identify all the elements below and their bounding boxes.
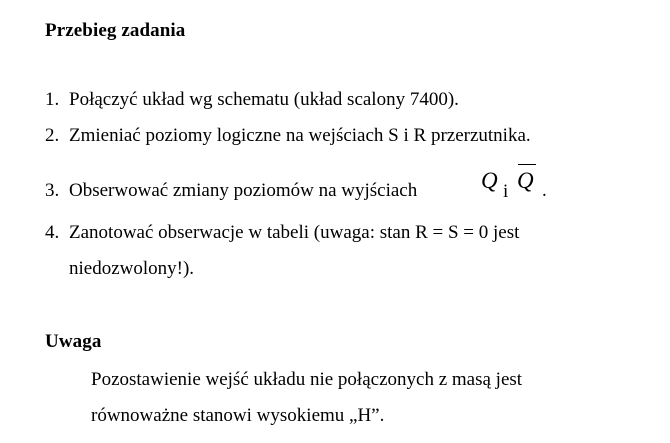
overline-mark [518,164,536,165]
step-4-number: 4. [45,222,60,243]
step-4-text-continued: niedozwolony!). [69,258,195,279]
symbol-q-bar: Q [517,168,534,193]
step-2-number: 2. [45,125,60,146]
section-title: Przebieg zadania [45,20,186,41]
step-3-end: . [542,180,547,201]
symbol-q: Q [481,168,498,193]
note-title: Uwaga [45,331,102,352]
step-2-text: Zmieniać poziomy logiczne na wejściach S i R przerzutnika. [69,125,531,146]
step-3-text: Obserwować zmiany poziomów na wyjściach [69,180,418,201]
step-4-text: Zanotować obserwacje w tabeli (uwaga: stan R = S = 0 jest [69,222,520,243]
step-3-number: 3. [45,180,60,201]
note-line-1: Pozostawienie wejść układu nie połączonych z masą jest [91,369,523,390]
step-3-conjunction: i [503,181,509,202]
step-1-text: Połączyć układ wg schematu (układ scalony 7400). [69,89,459,110]
note-line-2: równoważne stanowi wysokiemu „H”. [91,405,385,426]
step-1-number: 1. [45,89,60,110]
